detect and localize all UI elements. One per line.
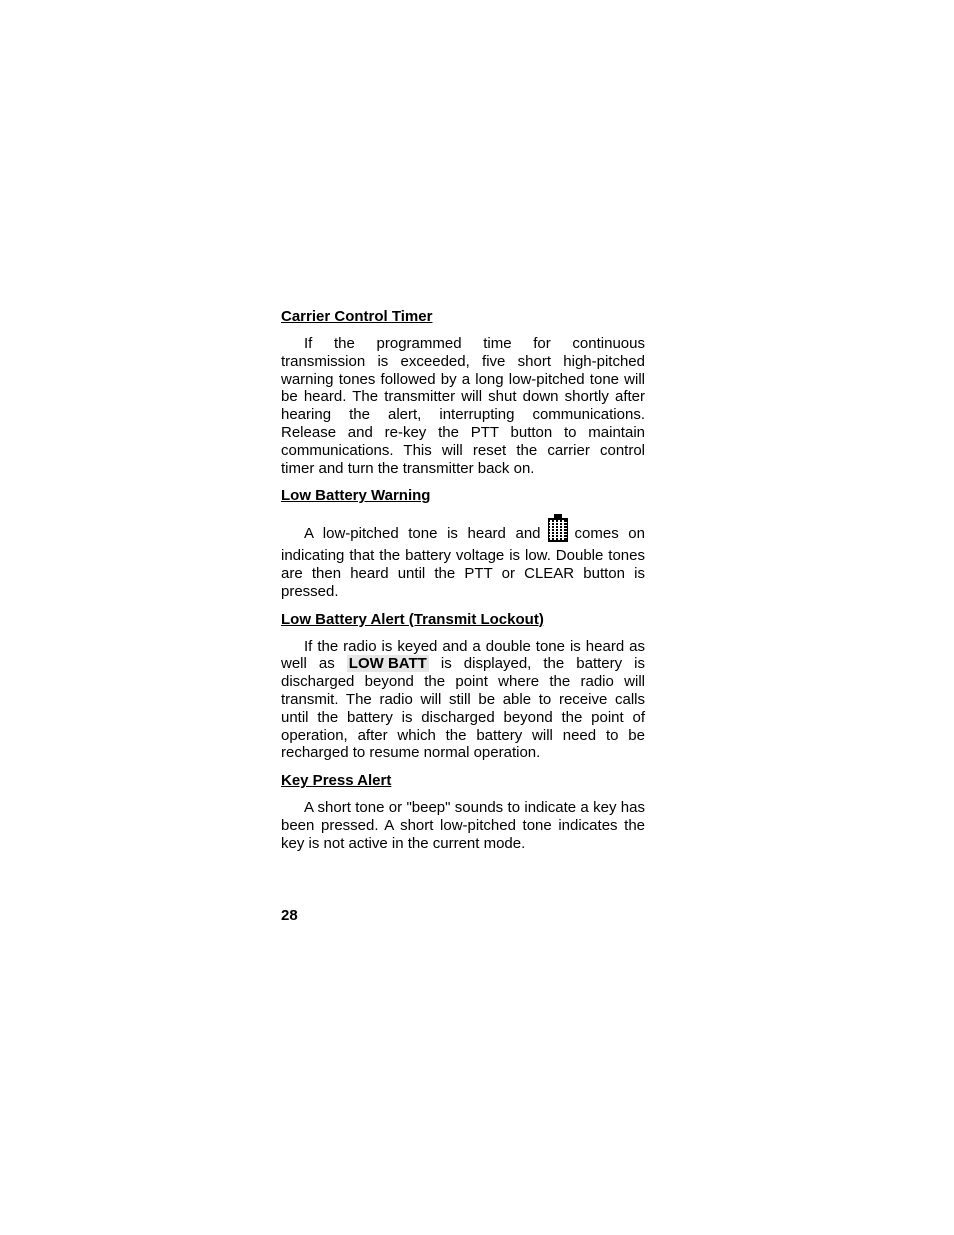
body-text: If the radio is keyed and a double tone is heard as well as (281, 637, 645, 673)
section-heading-carrier-control-timer: Carrier Control Timer (281, 308, 433, 325)
page-number: 28 (281, 907, 298, 924)
body-text: A low-pitched tone is heard and (304, 525, 541, 543)
section-heading-key-press-alert: Key Press Alert (281, 772, 392, 790)
section-body-low-battery-alert (281, 638, 645, 763)
section-body-carrier-control-timer: If the programmed time for continuous transmission is exceeded, five short high-pitched warning tones followed by a long low-pitched tone will be heard. The transmitter will shut down shortly after hearing the alert, interrupting communications. Release and re-key the PTT button to maintain communications. This will reset the carrier control timer and turn the transmitter back on. (281, 335, 645, 477)
section-heading-low-battery-warning: Low Battery Warning (281, 487, 431, 505)
body-text: is displayed, the battery is discharged beyond the point where the radio will transmit. The radio will still be able to receive calls until the battery is discharged beyond the point of operation, after which the battery will need to be recharged to resume normal operation. (281, 655, 646, 762)
manual-page-content (281, 308, 645, 863)
battery-low-icon (547, 514, 569, 547)
low-batt-display-text: LOW BATT (348, 655, 427, 673)
section-body-key-press-alert: A short tone or "beep" sounds to indicate a key has been pressed. A short low-pitched tone indicates the key is not active in the current mode. (281, 799, 645, 852)
body-text: comes on indicating that the battery voltage is low. Double tones are then heard until the PTT or CLEAR button is pressed. (281, 525, 645, 600)
section-heading-low-battery-alert: Low Battery Alert (Transmit Lockout) (281, 610, 544, 628)
section-body-low-battery-warning (281, 514, 645, 600)
